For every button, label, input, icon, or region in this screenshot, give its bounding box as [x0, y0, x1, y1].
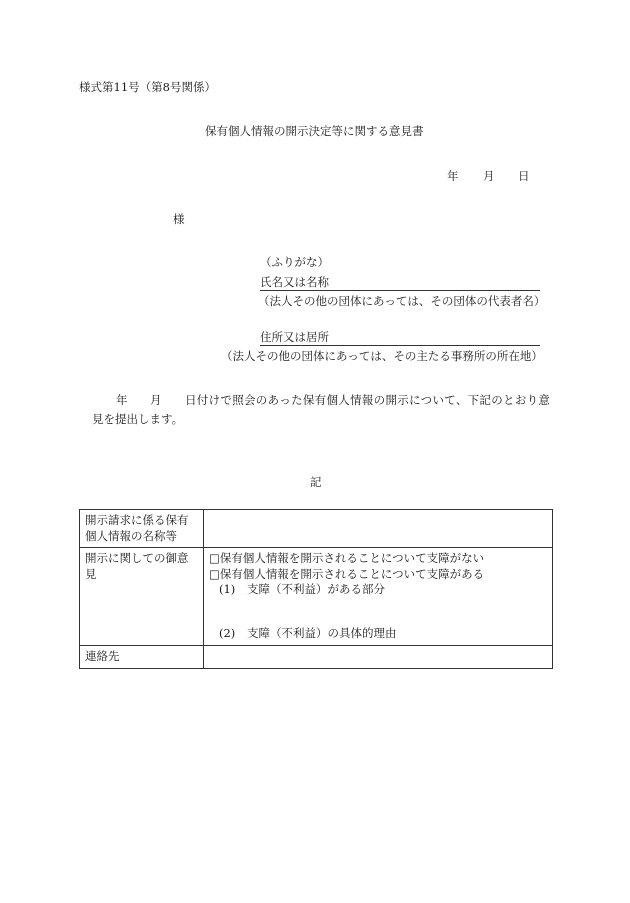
option-hindrance[interactable]: □保有個人情報を開示されることについて支障がある [209, 566, 485, 581]
sub-item-2 [209, 626, 547, 642]
address-field[interactable] [260, 331, 540, 346]
opinion-table [79, 509, 553, 669]
address-note: （法人その他の団体にあっては、その主たる事務所の所在地） [221, 349, 543, 363]
row3-label: 連絡先 [85, 649, 120, 664]
contact-value-cell[interactable] [204, 646, 553, 669]
document-title: 保有個人情報の開示決定等に関する意見書 [205, 124, 424, 138]
form-number: 様式第11号（第8号関係） [79, 80, 216, 94]
row1-label-cell [80, 510, 204, 548]
row2-label-cell [80, 548, 204, 646]
row1-value-cell[interactable] [204, 510, 553, 548]
body-month: 月 [150, 393, 162, 407]
address-label: 住所又は居所 [260, 330, 329, 344]
date-year-label: 年 [447, 169, 459, 183]
date-day-label: 日 [518, 169, 530, 183]
table-row [80, 548, 553, 646]
furigana-label: （ふりがな） [260, 255, 329, 269]
sub-item-1-number: (1) [219, 582, 236, 597]
row2-label-line2: 見 [85, 566, 97, 581]
row3-label-cell [80, 646, 204, 669]
date-month-label: 月 [483, 169, 495, 183]
sub-item-2-number: (2) [219, 625, 236, 640]
name-field[interactable] [260, 276, 540, 291]
body-text-line2: 見を提出します。 [92, 412, 184, 426]
row1-label-line1: 開示請求に係る保有 [85, 513, 189, 527]
name-label: 氏名又は名称 [260, 275, 329, 289]
ki-heading: 記 [310, 475, 322, 489]
row2-label-line1: 開示に関しての御意 [85, 551, 189, 566]
sub-item-1-text: 支障（不利益）がある部分 [247, 582, 385, 597]
body-year: 年 [116, 393, 128, 407]
sub-item-2-text: 支障（不利益）の具体的理由 [247, 625, 397, 640]
row1-label-line2: 個人情報の名称等 [85, 528, 177, 543]
row2-value-cell [204, 548, 553, 646]
sub-item-1 [209, 582, 547, 598]
option-no-hindrance[interactable]: □保有個人情報を開示されることについて支障がない [209, 551, 485, 566]
name-note: （法人その他の団体にあっては、その団体の代表者名） [258, 294, 546, 308]
table-row [80, 646, 553, 669]
body-text-line1: 日付けで照会のあった保有個人情報の開示について、下記のとおり意 [185, 393, 551, 407]
addressee-suffix: 様 [173, 212, 185, 226]
table-row [80, 510, 553, 548]
